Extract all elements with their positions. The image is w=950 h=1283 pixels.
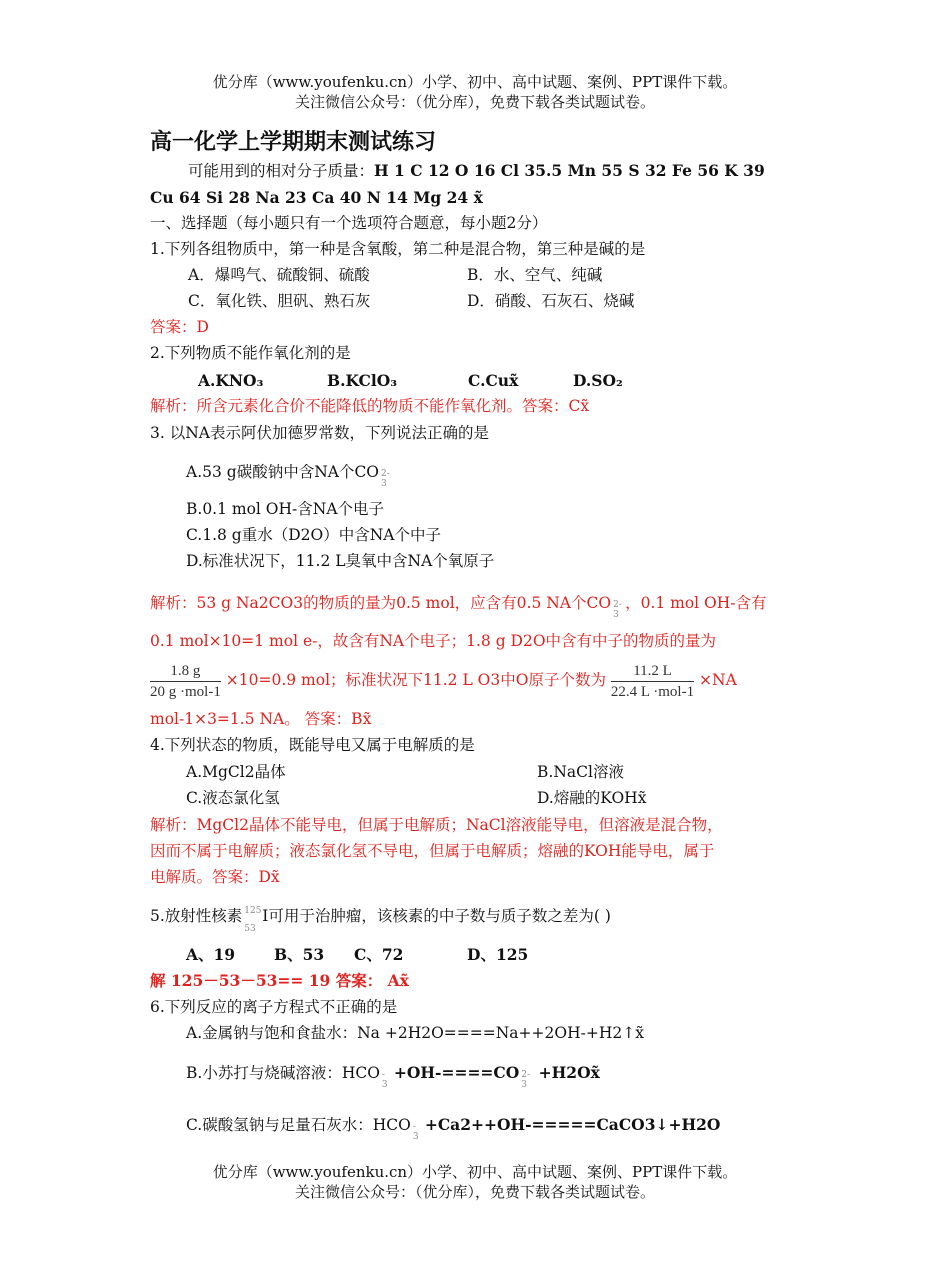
q4-explanation-1: 解析：MgCl2晶体不能导电，但属于电解质；NaCl溶液能导电，但溶液是混合物， (150, 816, 723, 834)
q6-option-a: A.金属钠与饱和食盐水：Na +2H2O====Na++2OH-+H2↑x̃ (186, 1024, 644, 1042)
q6-option-b-1: B.小苏打与烧碱溶液：HCO (186, 1064, 380, 1082)
page-title: 高一化学上学期期末测试练习 (150, 130, 437, 155)
q3-explanation-2: 0.1 mol×10=1 mol e-，故含有NA个电子；1.8 g D2O中含有中子的物质的量为 (150, 632, 717, 650)
q4-option-d: D.熔融的KOHx̃ (537, 789, 647, 807)
bicarbonate-charge: - 3 (412, 1122, 419, 1142)
masses-values-1: H 1 C 12 O 16 Cl 35.5 Mn 55 S 32 Fe 56 K 39 (374, 161, 765, 180)
q3-explanation-1b: ，0.1 mol OH-含有 (625, 594, 767, 612)
masses-line-2: Cu 64 Si 28 Na 23 Ca 40 N 14 Mg 24 x̃ (150, 188, 483, 207)
fraction-denominator: 22.4 L ·mol-1 (610, 683, 695, 700)
q1-stem: 1.下列各组物质中，第一种是含氧酸，第二种是混合物，第三种是碱的是 (150, 240, 646, 258)
q3-option-a-text: A.53 g碳酸钠中含NA个CO (186, 463, 380, 481)
q2-option-b: B.KClO₃ (327, 371, 398, 390)
q3-option-b: B.0.1 mol OH-含NA个电子 (186, 500, 385, 518)
header-line-1: 优分库（www.youfenku.cn）小学、初中、高中试题、案例、PPT课件下载。 (212, 73, 738, 91)
q1-option-d: D．硝酸、石灰石、烧碱 (467, 292, 635, 310)
carbonate-charge: 2- 3 (521, 1070, 531, 1090)
q4-option-c: C.液态氯化氢 (186, 789, 280, 807)
q2-answer: 解析：所含元素化合价不能降低的物质不能作氧化剂。答案：Cx̃ (150, 397, 590, 415)
nuclide-notation (242, 906, 262, 934)
q3-option-d: D.标准状况下，11.2 L臭氧中含NA个氧原子 (186, 552, 495, 570)
q3-option-a (186, 461, 393, 489)
fraction-denominator: 20 g ·mol-1 (150, 683, 221, 700)
fraction-numerator: 11.2 L (611, 661, 694, 682)
q5-option-c: C、72 (354, 945, 404, 964)
bicarbonate-charge: - 3 (381, 1070, 388, 1090)
q2-stem: 2.下列物质不能作氧化剂的是 (150, 344, 351, 362)
q5-stem-b: I可用于治肿瘤，该核素的中子数与质子数之差为( ) (262, 907, 611, 925)
footer-line-2: 关注微信公众号：（优分库），免费下载各类试题试卷。 (294, 1183, 655, 1201)
fraction-ozone (611, 661, 694, 702)
q4-option-b: B.NaCl溶液 (537, 763, 624, 781)
q3-explanation-3a: ×10=0.9 mol；标准状况下11.2 L O3中O原子个数为 (225, 671, 606, 689)
q3-answer: mol-1×3=1.5 NA。 答案：Bx̃ (150, 710, 372, 728)
carbonate-charge: 2- 3 (613, 600, 622, 620)
q2-option-c: C.Cux̃ (468, 371, 519, 390)
section-heading: 一、选择题（每小题只有一个选项符合题意，每小题2分） (150, 214, 548, 232)
q3-explanation-1a: 解析：53 g Na2CO3的物质的量为0.5 mol，应含有0.5 NA个CO (150, 594, 612, 612)
q1-answer: 答案：D (150, 318, 209, 336)
q4-stem: 4.下列状态的物质，既能导电又属于电解质的是 (150, 736, 475, 754)
q4-answer: 电解质。答案：Dx̃ (150, 868, 280, 886)
q5-option-d: D、125 (467, 945, 529, 964)
atomic-number: 53 (244, 924, 256, 934)
q6-option-c-1: C.碳酸氢钠与足量石灰水：HCO (186, 1116, 411, 1134)
q3-explanation-1 (150, 592, 767, 620)
masses-line-1 (188, 160, 765, 182)
q2-option-d: D.SO₂ (573, 371, 623, 390)
masses-intro: 可能用到的相对分子质量： (188, 162, 375, 180)
q4-explanation-2: 因而不属于电解质；液态氯化氢不导电，但属于电解质；熔融的KOH能导电，属于 (150, 842, 715, 860)
mass-number: 125 (244, 906, 262, 916)
q3-stem: 3. 以NA表示阿伏加德罗常数，下列说法正确的是 (150, 424, 489, 442)
fraction-heavy-water (150, 661, 221, 702)
q5-option-b: B、53 (274, 945, 325, 964)
q1-option-a: A．爆鸣气、硫酸铜、硫酸 (188, 266, 370, 284)
q1-option-c: C．氧化铁、胆矾、熟石灰 (188, 292, 371, 310)
footer-line-1: 优分库（www.youfenku.cn）小学、初中、高中试题、案例、PPT课件下载。 (212, 1163, 738, 1181)
fraction-numerator: 1.8 g (150, 661, 221, 682)
q6-option-c-2: +Ca2++OH-=====CaCO3↓+H2O (424, 1115, 721, 1134)
q3-option-c: C.1.8 g重水（D2O）中含NA个中子 (186, 526, 441, 544)
q6-option-b (186, 1062, 600, 1090)
q5-stem (150, 905, 611, 934)
q6-stem: 6.下列反应的离子方程式不正确的是 (150, 998, 398, 1016)
q6-option-c (186, 1114, 721, 1142)
header-line-2: 关注微信公众号：（优分库），免费下载各类试题试卷。 (294, 93, 655, 111)
q5-option-a: A、19 (186, 945, 236, 964)
q5-stem-a: 5.放射性核素 (150, 907, 243, 925)
q5-answer: 解 125－53－53== 19 答案： Ax̃ (150, 971, 409, 990)
q6-option-b-2: +OH-====CO (393, 1063, 520, 1082)
q2-option-a: A.KNO₃ (198, 371, 264, 390)
q3-explanation-3 (150, 657, 737, 703)
q3-explanation-3b: ×NA (699, 671, 737, 689)
q1-option-b: B．水、空气、纯碱 (467, 266, 603, 284)
q4-option-a: A.MgCl2晶体 (186, 763, 286, 781)
carbonate-charge: 2- 3 (381, 469, 390, 489)
q6-option-b-3: +H2Ox̃ (533, 1063, 600, 1082)
